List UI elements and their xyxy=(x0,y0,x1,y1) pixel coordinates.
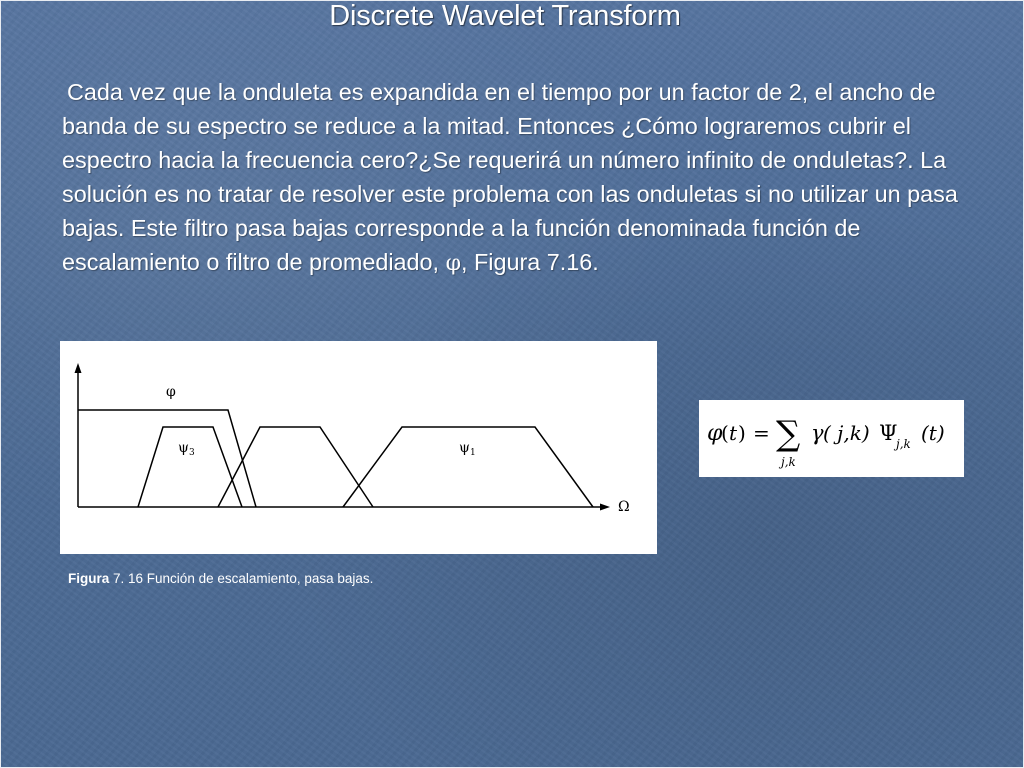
phi-symbol: φ xyxy=(445,251,461,276)
psi3-band-curve xyxy=(138,427,242,507)
scaling-function-formula xyxy=(699,400,964,477)
phi-label: φ xyxy=(166,384,176,400)
formula-equals: = xyxy=(753,421,770,445)
formula-t: t xyxy=(729,421,738,445)
formula-paren-open: ( xyxy=(721,421,729,445)
psi1-label-sub: 1 xyxy=(469,448,476,458)
filter-spectrum-figure xyxy=(60,341,657,554)
formula-psi-arg: (t) xyxy=(921,421,945,445)
formula-gamma-args: ( j,k) xyxy=(823,421,870,445)
formula-psi-subscript: j,k xyxy=(896,437,911,451)
formula-sum-subscript: j,k xyxy=(781,455,796,469)
psi3-label-base: ψ xyxy=(178,440,189,456)
x-axis-arrow xyxy=(600,504,610,511)
psi2-band-curve xyxy=(218,427,373,507)
formula-render xyxy=(699,400,964,477)
formula-gamma: γ xyxy=(811,421,824,445)
caption-label: Figura xyxy=(68,571,110,586)
psi1-label xyxy=(459,440,476,458)
body-text-figure-ref: , Figura 7.16. xyxy=(460,249,599,275)
caption-text: 7. 16 Función de escalamiento, pasa bajas. xyxy=(109,571,374,586)
y-axis-arrow xyxy=(75,363,82,373)
body-paragraph xyxy=(62,75,962,281)
psi1-band-curve xyxy=(343,427,593,507)
psi3-label xyxy=(178,440,195,458)
psi1-label-base: ψ xyxy=(459,440,470,456)
filter-spectrum-diagram xyxy=(60,341,657,554)
body-text-main: Cada vez que la onduleta es expandida en el tiempo por un factor de 2, el ancho de banda de su espectro se reduce a la mitad. Entonces ¿Cómo lograremos cubrir el espectro hacia la frecuencia cero?¿Se requerirá un número infinito de onduletas?. La solución es no tratar de resolver este problema con las onduletas si no utilizar un pasa bajas. Este filtro pasa bajas corresponde a la función denominada función de escalamiento o filtro de promediado, xyxy=(62,79,958,275)
formula-sum-sign: ∑ xyxy=(776,414,801,454)
omega-label: Ω xyxy=(618,499,630,515)
figure-caption xyxy=(68,570,373,588)
formula-psi: Ψ xyxy=(879,421,898,445)
slide-title: Discrete Wavelet Transform xyxy=(329,0,681,32)
phi-lowpass-curve xyxy=(78,410,256,507)
formula-phi: φ xyxy=(707,421,723,446)
formula-paren-close: ) xyxy=(738,421,746,445)
psi3-label-sub: 3 xyxy=(188,448,195,458)
